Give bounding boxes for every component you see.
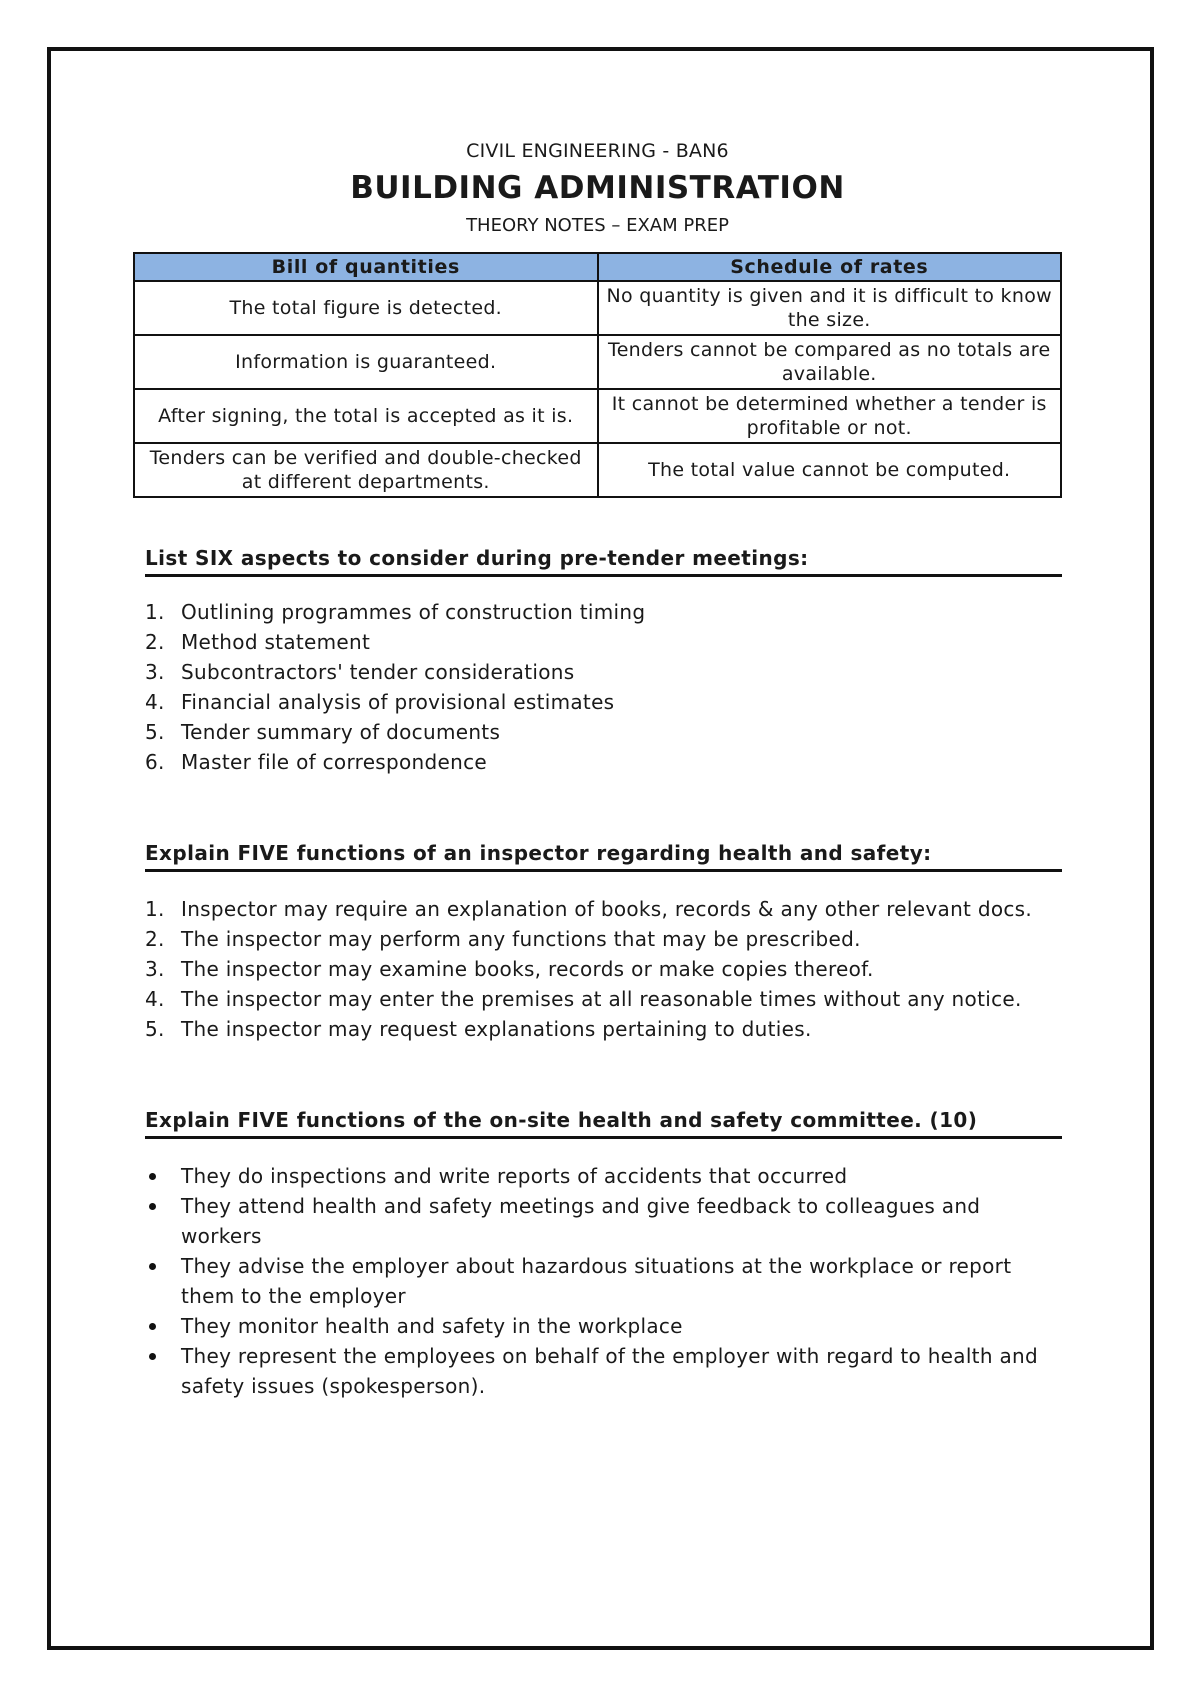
- table-cell: The total figure is detected.: [134, 281, 598, 335]
- list-item-text: The inspector may request explanations pertaining to duties.: [181, 1017, 812, 1041]
- list-item: [145, 747, 1062, 777]
- list-number: 6.: [145, 750, 165, 774]
- list-number: 4.: [145, 690, 165, 714]
- list-item: [145, 1311, 1062, 1341]
- page-subtitle: THEORY NOTES – EXAM PREP: [466, 215, 729, 236]
- list-number: 5.: [145, 1017, 165, 1041]
- list-item-text: They monitor health and safety in the workplace: [181, 1314, 683, 1338]
- list-number: 1.: [145, 600, 165, 624]
- list-number: 3.: [145, 957, 165, 981]
- list-item: [145, 984, 1062, 1014]
- list-item-text: Subcontractors' tender considerations: [181, 660, 575, 684]
- list-item: [145, 1014, 1062, 1044]
- column-header-schedule-of-rates: Schedule of rates: [598, 253, 1062, 281]
- document-content: [133, 138, 1062, 1401]
- page-title: BUILDING ADMINISTRATION: [350, 170, 845, 206]
- list-item-text: Method statement: [181, 630, 371, 654]
- comparison-table: [133, 252, 1062, 498]
- section-pre-tender-meetings: [145, 544, 1062, 777]
- list-item: [145, 657, 1062, 687]
- table-cell: After signing, the total is accepted as it is.: [134, 389, 598, 443]
- list-item-text: They represent the employees on behalf of the employer with regard to health and safety issues (spokesperson).: [181, 1344, 1038, 1398]
- table-cell: Information is guaranteed.: [134, 335, 598, 389]
- bullet-icon: [149, 1263, 156, 1270]
- table-cell: No quantity is given and it is difficult to know the size.: [598, 281, 1062, 335]
- bullet-icon: [149, 1353, 156, 1360]
- table-cell: Tenders can be verified and double-checked at different departments.: [134, 443, 598, 497]
- bullet-list: [145, 1161, 1062, 1401]
- list-item: [145, 924, 1062, 954]
- list-item: [145, 1161, 1062, 1191]
- list-item-text: The inspector may perform any functions that may be prescribed.: [181, 927, 861, 951]
- list-item-text: They attend health and safety meetings and give feedback to colleagues and workers: [181, 1194, 981, 1248]
- list-item: [145, 627, 1062, 657]
- list-number: 2.: [145, 927, 165, 951]
- table-cell: The total value cannot be computed.: [598, 443, 1062, 497]
- list-item-text: Inspector may require an explanation of books, records & any other relevant docs.: [181, 897, 1033, 921]
- table-row: [134, 281, 1061, 335]
- list-item: [145, 1341, 1062, 1401]
- section-committee-functions: [145, 1106, 1062, 1401]
- list-number: 1.: [145, 897, 165, 921]
- numbered-list: [145, 597, 1062, 777]
- section-heading: List SIX aspects to consider during pre-tender meetings:: [145, 544, 1062, 577]
- section-inspector-functions: [145, 839, 1062, 1044]
- list-number: 5.: [145, 720, 165, 744]
- list-item: [145, 1251, 1062, 1311]
- list-number: 3.: [145, 660, 165, 684]
- table-cell: Tenders cannot be compared as no totals are available.: [598, 335, 1062, 389]
- list-item: [145, 1191, 1062, 1251]
- bullet-icon: [149, 1173, 156, 1180]
- list-item-text: Tender summary of documents: [181, 720, 501, 744]
- table-row: [134, 443, 1061, 497]
- table-header-row: [134, 253, 1061, 281]
- numbered-list: [145, 894, 1062, 1044]
- list-item: [145, 597, 1062, 627]
- bullet-icon: [149, 1203, 156, 1210]
- table-row: [134, 335, 1061, 389]
- list-number: 4.: [145, 987, 165, 1011]
- list-item: [145, 717, 1062, 747]
- list-item-text: Master file of correspondence: [181, 750, 488, 774]
- table-row: [134, 389, 1061, 443]
- list-item-text: Outlining programmes of construction timing: [181, 600, 646, 624]
- section-heading: Explain FIVE functions of the on-site health and safety committee. (10): [145, 1106, 1062, 1139]
- course-subject: CIVIL ENGINEERING - BAN6: [466, 140, 729, 162]
- list-item-text: They advise the employer about hazardous situations at the workplace or report them to the employer: [181, 1254, 1012, 1308]
- section-heading: Explain FIVE functions of an inspector regarding health and safety:: [145, 839, 1062, 872]
- list-item: [145, 687, 1062, 717]
- table-cell: It cannot be determined whether a tender is profitable or not.: [598, 389, 1062, 443]
- list-item-text: They do inspections and write reports of accidents that occurred: [181, 1164, 848, 1188]
- list-item-text: The inspector may examine books, records or make copies thereof.: [181, 957, 874, 981]
- list-item: [145, 954, 1062, 984]
- list-item-text: Financial analysis of provisional estimates: [181, 690, 615, 714]
- column-header-bill-of-quantities: Bill of quantities: [134, 253, 598, 281]
- list-item: [145, 894, 1062, 924]
- list-item-text: The inspector may enter the premises at all reasonable times without any notice.: [181, 987, 1022, 1011]
- bullet-icon: [149, 1323, 156, 1330]
- list-number: 2.: [145, 630, 165, 654]
